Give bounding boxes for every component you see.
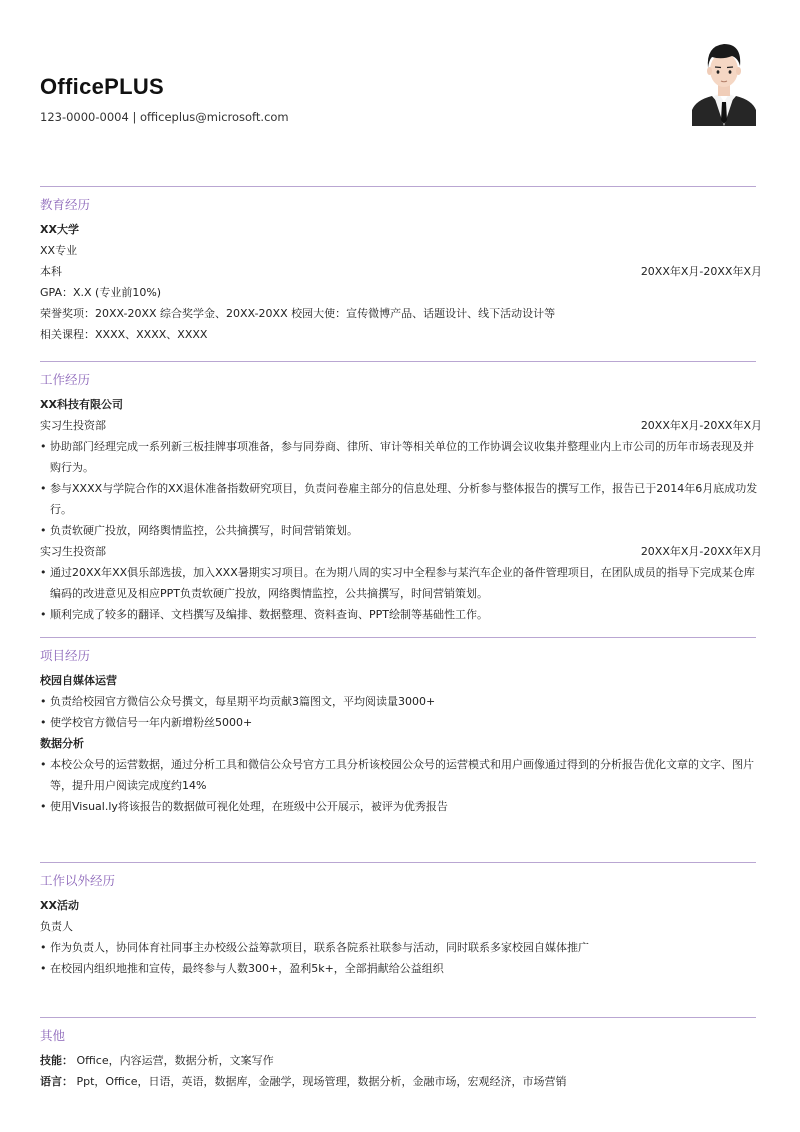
project-name: 校园自媒体运营 bbox=[40, 674, 117, 687]
project-bullet: • 使学校官方微信号一年内新增粉丝5000+ bbox=[40, 712, 762, 733]
project-bullet: • 负责给校园官方微信公众号撰文，每星期平均贡献3篇图文，平均阅读量3000+ bbox=[40, 691, 762, 712]
education-section bbox=[40, 186, 762, 345]
work-bullet: • 协助部门经理完成一系列新三板挂牌事项准备，参与同券商、律所、审计等相关单位的工作协调会议收集并整理业内上市公司的历年市场表现及并购行为。 bbox=[40, 436, 762, 478]
activity-role: 负责人 bbox=[40, 920, 73, 933]
section-divider bbox=[40, 361, 756, 362]
activity-bullet: • 作为负责人，协同体育社同事主办校级公益筹款项目，联系各院系社联参与活动，同时联系多家校园自媒体推广 bbox=[40, 937, 762, 958]
avatar bbox=[692, 40, 756, 126]
degree: 本科 bbox=[40, 265, 62, 278]
section-title-other: 其他 bbox=[40, 1028, 66, 1043]
skills-row bbox=[40, 1050, 762, 1071]
role-title: 实习生投资部 bbox=[40, 419, 106, 432]
degree-row bbox=[40, 261, 762, 282]
honors: 荣誉奖项：20XX-20XX 综合奖学金、20XX-20XX 校园大使：宣传微博产品、话题设计、线下活动设计等 bbox=[40, 307, 556, 320]
school-name: XX大学 bbox=[40, 223, 79, 236]
section-title-projects: 项目经历 bbox=[40, 648, 91, 663]
role-row bbox=[40, 541, 762, 562]
activities-section bbox=[40, 862, 762, 979]
activity-name: XX活动 bbox=[40, 899, 79, 912]
language-value: Ppt，Office，日语，英语，数据库，金融学，现场管理，数据分析，金融市场，宏观经济，市场营销 bbox=[76, 1075, 567, 1088]
major: XX专业 bbox=[40, 244, 78, 257]
language-label: 语言： bbox=[40, 1075, 73, 1088]
projects-section bbox=[40, 637, 762, 817]
skills-value: Office，内容运营，数据分析，文案写作 bbox=[76, 1054, 274, 1067]
other-section bbox=[40, 1017, 762, 1092]
work-bullet: • 顺利完成了较多的翻译、文档撰写及编排、数据整理、资料查询、PPT绘制等基础性工作。 bbox=[40, 604, 762, 625]
activity-bullet: • 在校园内组织地推和宣传，最终参与人数300+，盈利5k+，全部捐献给公益组织 bbox=[40, 958, 762, 979]
skills-label: 技能： bbox=[40, 1054, 73, 1067]
gpa: GPA：X.X (专业前10%) bbox=[40, 286, 162, 299]
section-title-education: 教育经历 bbox=[40, 197, 91, 212]
role-date: 20XX年X月-20XX年X月 bbox=[640, 419, 762, 432]
section-divider bbox=[40, 1017, 756, 1018]
role-title: 实习生投资部 bbox=[40, 545, 106, 558]
section-divider bbox=[40, 862, 756, 863]
work-bullet: • 负责软硬广投放，网络舆情监控，公共摘撰写，时间营销策划。 bbox=[40, 520, 762, 541]
section-divider bbox=[40, 186, 756, 187]
company-name: XX科技有限公司 bbox=[40, 398, 123, 411]
role-date: 20XX年X月-20XX年X月 bbox=[640, 545, 762, 558]
role-row bbox=[40, 415, 762, 436]
contact-info: 123-0000-0004 | officeplus@microsoft.com bbox=[40, 110, 289, 124]
work-section bbox=[40, 361, 762, 625]
work-bullet: • 通过20XX年XX俱乐部选拔，加入XXX暑期实习项目。在为期八周的实习中全程参与某汽车企业的备件管理项目，在团队成员的指导下完成某仓库编码的改进意见及相应PPT负责软硬广投放，网络舆情监控，公共摘撰写，时间营销策划。 bbox=[40, 562, 762, 604]
work-bullet: • 参与XXXX与学院合作的XX退休准备指数研究项目，负责问卷雇主部分的信息处理、分析参与整体报告的撰写工作，报告已于2014年6月底成功发行。 bbox=[40, 478, 762, 520]
candidate-name: OfficePLUS bbox=[40, 74, 165, 99]
courses: 相关课程：XXXX、XXXX、XXXX bbox=[40, 328, 208, 341]
education-date: 20XX年X月-20XX年X月 bbox=[640, 265, 762, 278]
section-title-work: 工作经历 bbox=[40, 372, 91, 387]
language-row bbox=[40, 1071, 762, 1092]
project-name: 数据分析 bbox=[40, 737, 84, 750]
section-divider bbox=[40, 637, 756, 638]
section-title-activities: 工作以外经历 bbox=[40, 873, 116, 888]
project-bullet: • 使用Visual.ly将该报告的数据做可视化处理，在班级中公开展示，被评为优秀报告 bbox=[40, 796, 762, 817]
project-bullet: • 本校公众号的运营数据，通过分析工具和微信公众号官方工具分析该校园公众号的运营模式和用户画像通过得到的分析报告优化文章的文字、图片等，提升用户阅读完成度约14% bbox=[40, 754, 762, 796]
